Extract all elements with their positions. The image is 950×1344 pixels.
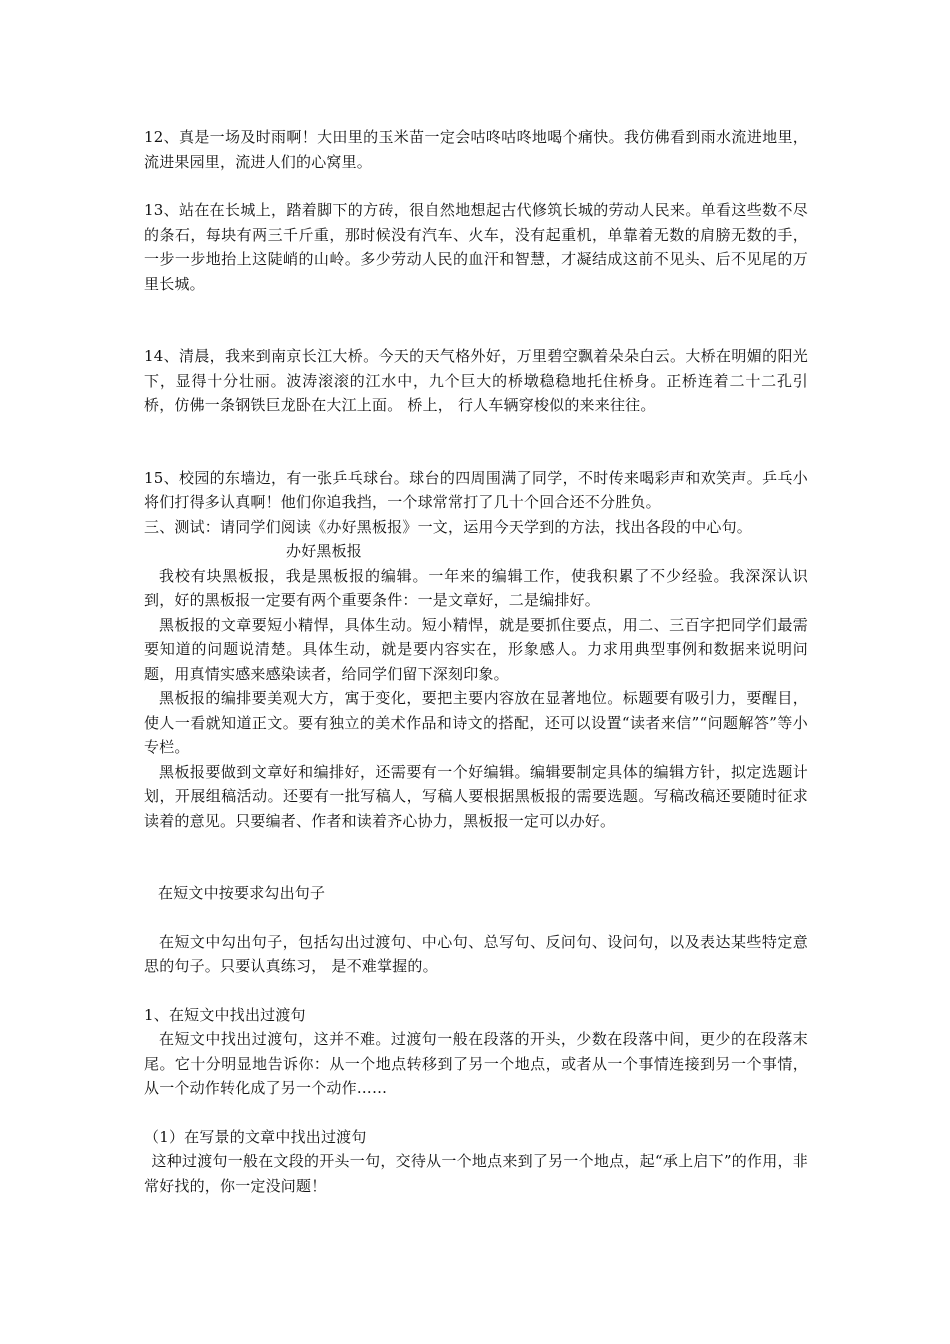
article-paragraph-3: 黑板报的编排要美观大方，寓于变化，要把主要内容放在显著地位。标题要有吸引力，要醒目，使人一看就知道正文。要有独立的美术作品和诗文的搭配，还可以设置“读者来信”“问题解答”等小专栏。 xyxy=(144,689,808,756)
article-title: 办好黑板报 xyxy=(286,542,363,560)
lesson-heading: 在短文中按要求勾出句子 xyxy=(158,884,326,902)
paragraph-13: 13、站在在长城上，踏着脚下的方砖，很自然地想起古代修筑长城的劳动人民来。单看这些数不尽的条石，每块有两三千斤重，那时候没有汽车、火车，没有起重机，单靠着无数的肩膀无数的手，一步一步地抬上这陡峭的山岭。多少劳动人民的血汗和智慧，才凝结成这前不见头、后不见尾的万里长城。 xyxy=(144,201,808,293)
subsection-1-body: 这种过渡句一般在文段的开头一句，交待从一个地点来到了另一个地点，起“承上启下”的作用，非常好找的，你一定没问题！ xyxy=(144,1152,808,1195)
lesson-intro: 在短文中勾出句子，包括勾出过渡句、中心句、总写句、反问句、设问句，以及表达某些特定意思的句子。只要认真练习， 是不难掌握的。 xyxy=(144,932,808,975)
test-instruction: 三、测试：请同学们阅读《办好黑板报》一文，运用今天学到的方法，找出各段的中心句。 xyxy=(144,517,753,536)
paragraph-14: 14、清晨，我来到南京长江大桥。今天的天气格外好，万里碧空飘着朵朵白云。大桥在明媚的阳光下，显得十分壮丽。波涛滚滚的江水中，九个巨大的桥墩稳稳地托住桥身。正桥连着二十二孔引桥，仿佛一条钢铁巨龙卧在大江上面。 桥上， 行人车辆穿梭似的来来往往。 xyxy=(144,347,808,414)
paragraph-15: 15、校园的东墙边，有一张乒乓球台。球台的四周围满了同学，不时传来喝彩声和欢笑声。乒乓小将们打得多认真啊！他们你追我挡，一个球常常打了几十个回合还不分胜负。 xyxy=(144,468,808,511)
article-paragraph-4: 黑板报要做到文章好和编排好，还需要有一个好编辑。编辑要制定具体的编辑方针，拟定选题计划，开展组稿活动。还要有一批写稿人，写稿人要根据黑板报的需要选题。写稿改稿还要随时征求读着的意见。只要编者、作者和读着齐心协力，黑板报一定可以办好。 xyxy=(144,762,808,830)
section-1-body: 在短文中找出过渡句，这并不难。过渡句一般在段落的开头，少数在段落中间，更少的在段落末尾。它十分明显地告诉你：从一个地点转移到了另一个地点，或者从一个事情连接到另一个事情，从一个动作转化成了另一个动作…… xyxy=(144,1030,808,1097)
paragraph-12: 12、真是一场及时雨啊！大田里的玉米苗一定会咕咚咕咚地喝个痛快。我仿佛看到雨水流进地里，流进果园里，流进人们的心窝里。 xyxy=(144,128,808,171)
article-paragraph-2: 黑板报的文章要短小精悍，具体生动。短小精悍，就是要抓住要点，用二、三百字把同学们最需要知道的问题说清楚。具体生动，就是要内容实在，形象感人。力求用典型事例和数据来说明问题，用真情实感来感染读者，给同学们留下深刻印象。 xyxy=(144,615,808,683)
section-1-title: 1、在短文中找出过渡句 xyxy=(144,1005,306,1024)
document-page xyxy=(144,125,808,1198)
article-paragraph-1: 我校有块黑板报，我是黑板报的编辑。一年来的编辑工作，使我积累了不少经验。我深深认识到，好的黑板报一定要有两个重要条件：一是文章好，二是编排好。 xyxy=(144,566,808,609)
subsection-1-title: （1）在写景的文章中找出过渡句 xyxy=(144,1127,367,1146)
